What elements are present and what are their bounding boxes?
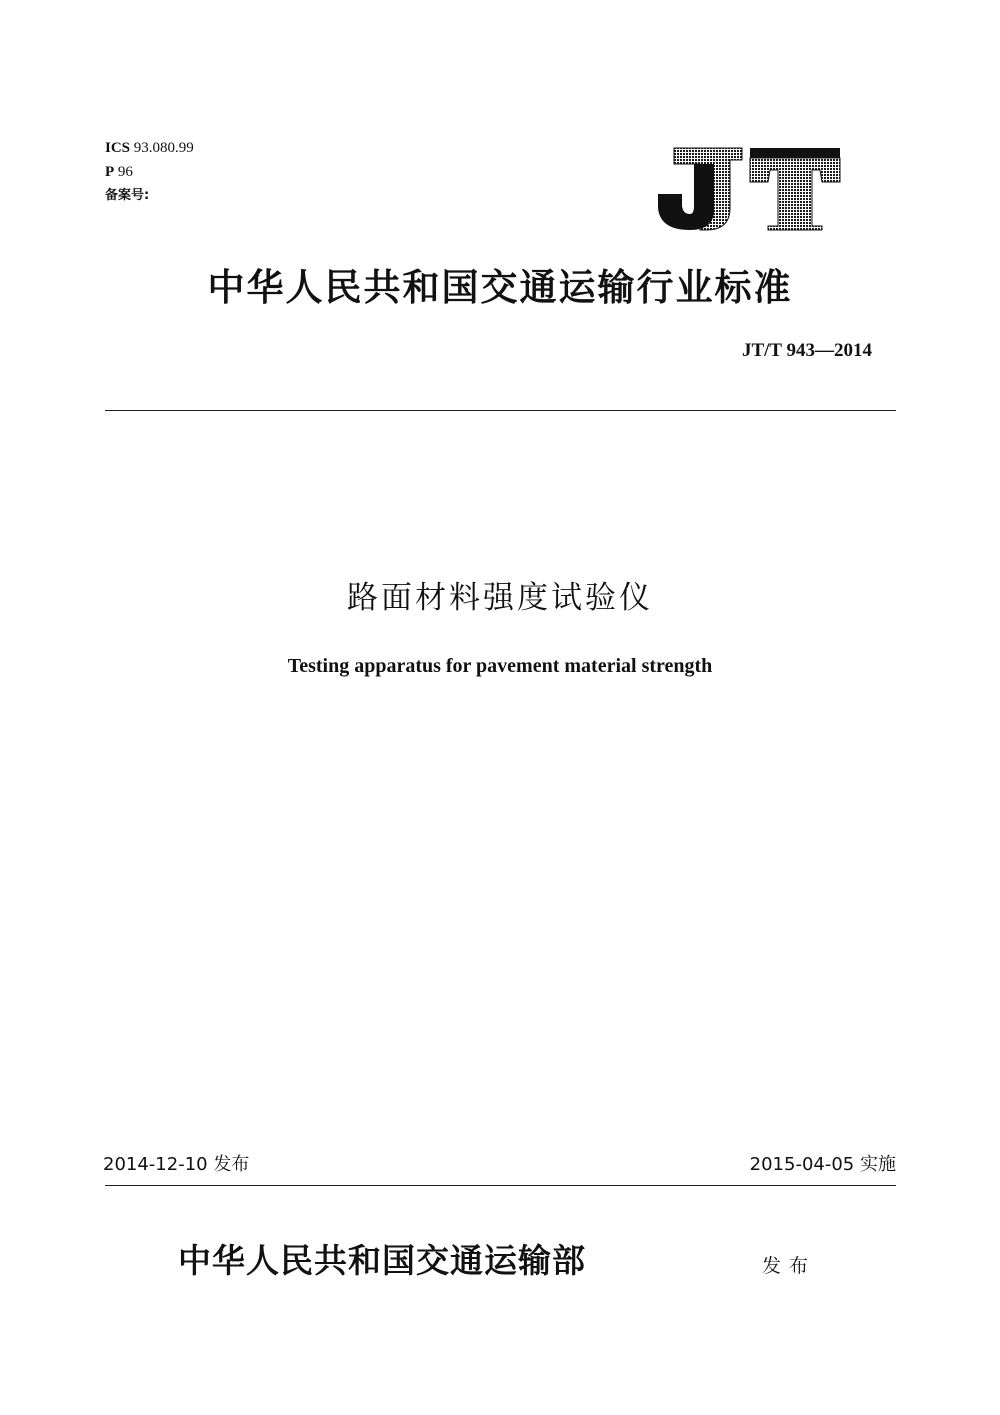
standard-number: JT/T 943—2014 bbox=[741, 340, 872, 361]
jt-logo-icon bbox=[650, 138, 850, 238]
bottom-divider bbox=[105, 1185, 896, 1186]
publish-label: 发布 bbox=[762, 1255, 817, 1277]
implementation-date: 2015-04-05 实施 bbox=[749, 1154, 896, 1175]
publisher-name: 中华人民共和国交通运输部 bbox=[178, 1241, 586, 1280]
top-divider bbox=[105, 410, 896, 411]
document-title-zh: 路面材料强度试验仪 bbox=[347, 580, 653, 616]
document-title-en: Testing apparatus for pavement material strength bbox=[287, 655, 713, 677]
record-number-label: 备案号: bbox=[105, 188, 150, 203]
industry-standard-title: 中华人民共和国交通运输行业标准 bbox=[207, 265, 793, 309]
ics-value: 93.080.99 bbox=[133, 140, 194, 156]
ics-label: ICS bbox=[105, 140, 131, 156]
ccs-code bbox=[105, 162, 133, 182]
ccs-label: P bbox=[105, 164, 115, 180]
ccs-value: 96 bbox=[117, 164, 133, 180]
ics-code bbox=[105, 138, 194, 158]
issue-date: 2014-12-10 发布 bbox=[103, 1154, 250, 1175]
